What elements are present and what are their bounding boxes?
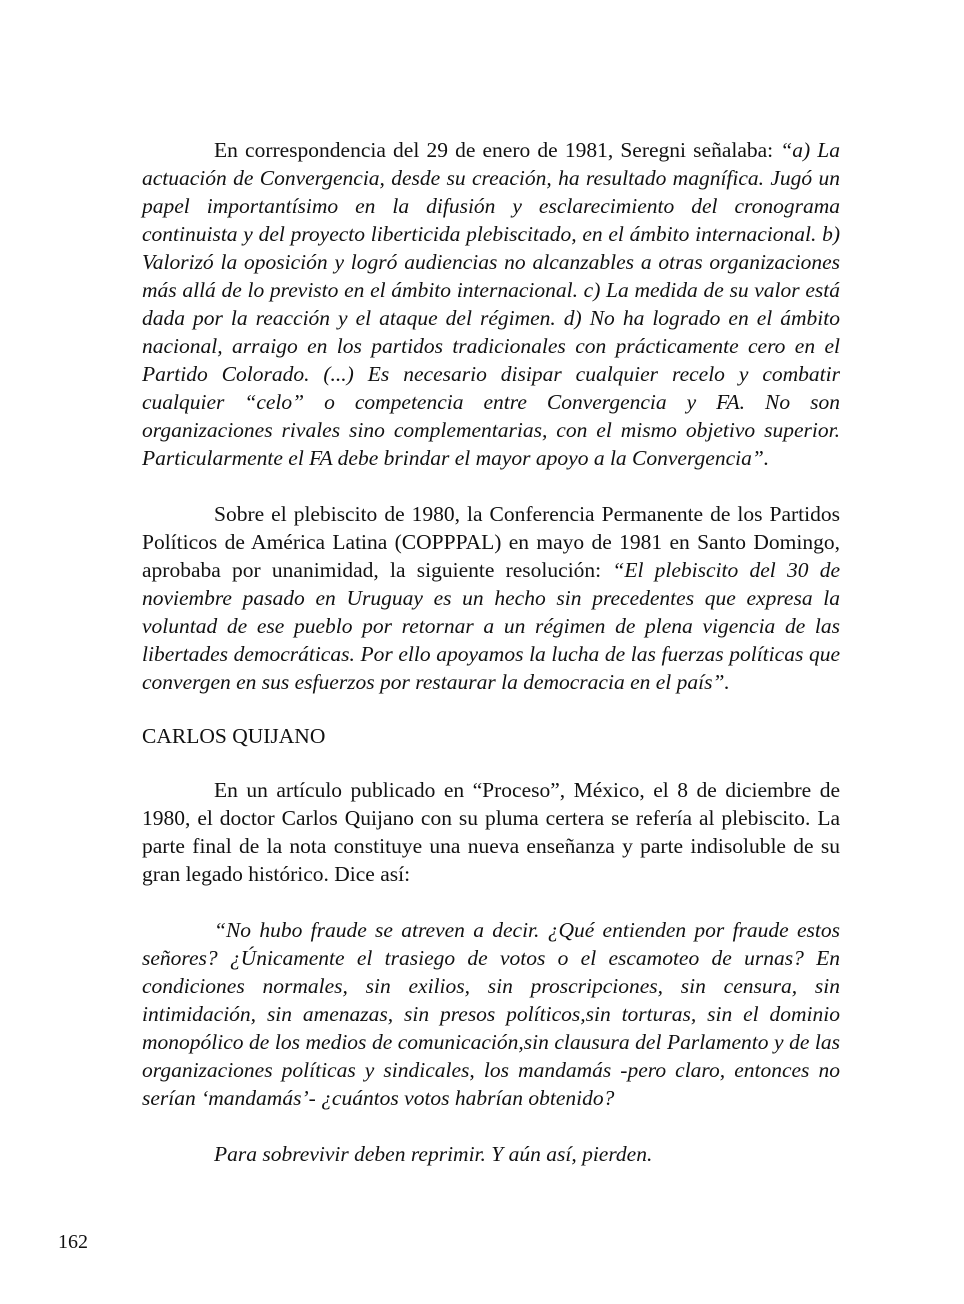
page-number: 162 <box>58 1231 88 1253</box>
paragraph-seregni-intro: En correspondencia del 29 de enero de 1981, Seregni señalaba: <box>214 138 781 162</box>
paragraph-quijano: En un artículo publicado en “Proceso”, México, el 8 de diciembre de 1980, el doctor Carlos Quijano con su pluma certera se refería al plebiscito. La parte final de la nota constituye una nueva enseñanza y parte indisoluble de su gran legado histórico. Dice así: <box>142 778 840 886</box>
closing-line <box>142 1140 840 1168</box>
paragraph-copppal-intro: Sobre el plebiscito de 1980, la Conferencia Permanente de los Partidos Políticos de América Latina (COPPPAL) en mayo de 1981 en Santo Domingo, aprobaba por unanimidad, la siguiente resolución: <box>142 502 840 582</box>
paragraph-copppal-quote: “El plebiscito del 30 de noviembre pasado en Uruguay es un hecho sin precedentes que expresa la voluntad de ese pueblo por retornar a un régimen de plena vigencia de las libertades democráticas. Por ello apoyamos la lucha de las fuerzas políticas que convergen en sus esfuerzos por restaurar la democracia en el país”. <box>142 558 841 694</box>
paragraph-seregni-quote: “a) La actuación de Convergencia, desde su creación, ha resultado magnífica. Jugó un papel importantísimo en la difusión y esclarecimiento del cronograma continuista y del proyecto liberticida plebiscitado, en el ámbito internacional. b) Valorizó la oposición y logró audiencias no alcanzables a otras organizaciones más allá de lo previsto en el ámbito internacional. c) La medida de su valor está dada por la reacción y el ataque del régimen. d) No ha logrado en el ámbito nacional, arraigo en los partidos tradicionales con prácticamente cero en el Partido Colorado. (...) Es necesario disipar cualquier recelo y combatir cualquier “celo” o competencia entre Convergencia y FA. No son organizaciones rivales sino complementarias, con el mismo objetivo superior. Particularmente el FA debe brindar el mayor apoyo a la Convergencia”. <box>142 138 840 470</box>
paragraph-seregni <box>142 136 840 472</box>
paragraph-copppal <box>142 500 840 696</box>
closing-line-text: Para sobrevivir deben reprimir. Y aún así, pierden. <box>214 1142 653 1166</box>
page-body <box>142 136 840 1168</box>
quote-block-text: “No hubo fraude se atreven a decir. ¿Qué entienden por fraude estos señores? ¿Únicamente el trasiego de votos o el escamoteo de urnas? En condiciones normales, sin exilios, sin proscripciones, sin censura, sin intimidación, sin amenazas, sin presos políticos,sin torturas, sin el dominio monopólico de los medios de comunicación,sin clausura del Parlamento y de las organizaciones políticas y sindicales, los mandamás -pero claro, entonces no serían ‘mandamás’- ¿cuántos votos habrían obtenido? <box>142 918 840 1110</box>
quote-block <box>142 916 840 1112</box>
section-heading: CARLOS QUIJANO <box>142 724 326 748</box>
